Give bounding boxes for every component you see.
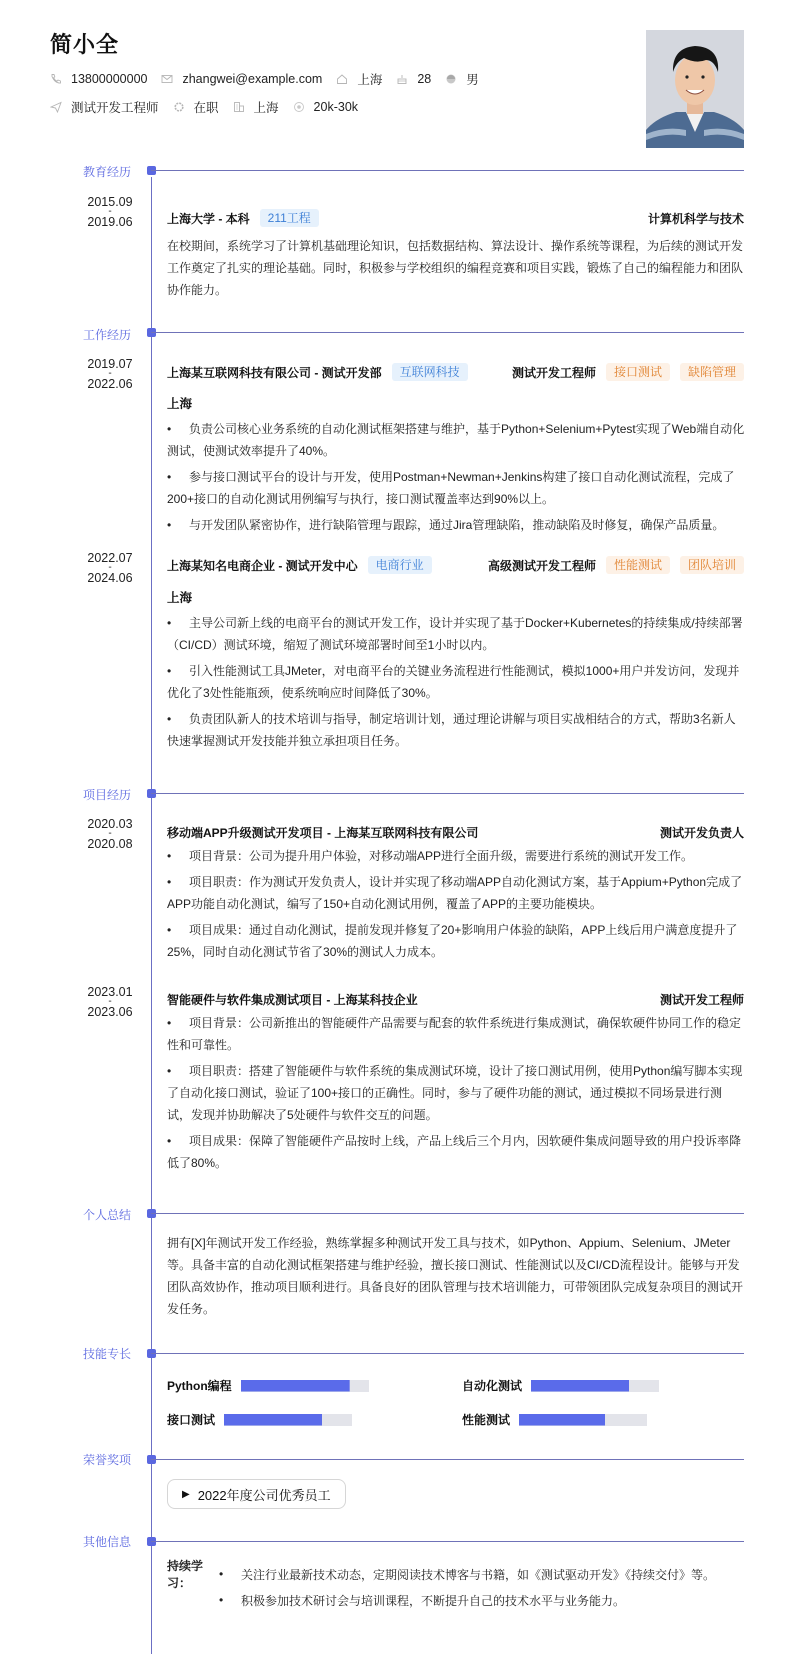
- section-title-work: 工作经历: [83, 328, 132, 342]
- candidate-name: 简小全: [50, 32, 120, 57]
- skill-bar: [241, 1380, 369, 1392]
- section-divider: [151, 1353, 744, 1354]
- work-date: 2022.07 - 2024.06: [87, 551, 133, 585]
- project-header: [167, 822, 744, 842]
- email-item: zhangwei@example.com: [161, 72, 322, 86]
- list-item: • 项目职责：作为测试开发负责人，设计并实现了移动端APP自动化测试方案，基于Appium+Python完成了APP功能自动化测试，编写了150+自动化测试用例，覆盖了APP的主要功能模块。: [167, 875, 743, 911]
- project-header: [167, 989, 744, 1009]
- gender-item: 男: [445, 70, 479, 88]
- industry-tag: 互联网科技: [392, 363, 468, 381]
- work-city: 上海: [167, 591, 193, 605]
- work-header: [167, 362, 744, 382]
- section-title-awards: 荣誉奖项: [83, 1453, 132, 1467]
- list-item: • 负责公司核心业务系统的自动化测试框架搭建与维护，基于Python+Selenium+Pytest实现了Web端自动化测试，使测试效率提升了40%。: [167, 422, 745, 458]
- age-item: 28: [396, 72, 431, 86]
- project-role: 测试开发负责人: [659, 825, 744, 840]
- contact-row: [50, 70, 493, 88]
- list-item: • 项目成果：通过自动化测试，提前发现并修复了20+影响用户体验的缺陷，APP上线后用户满意度提升了25%，同时自动化测试节省了30%的测试人力成本。: [167, 923, 738, 959]
- project-bullets: [167, 1012, 745, 1178]
- status-item: 在职: [173, 98, 219, 116]
- section-title-other: 其他信息: [83, 1535, 132, 1549]
- skill-python: Python编程: [167, 1377, 369, 1394]
- project-title: 智能硬件与软件集成测试项目 - 上海某科技企业: [167, 992, 418, 1007]
- project-date: 2020.03 - 2020.08: [87, 817, 133, 851]
- skill-tag: 团队培训: [680, 556, 744, 574]
- skill-tag: 性能测试: [606, 556, 670, 574]
- location-item: 上海: [336, 70, 382, 88]
- company-name: 上海某知名电商企业 - 测试开发中心: [167, 558, 358, 573]
- education-header: [167, 208, 744, 228]
- list-item: • 引入性能测试工具JMeter，对电商平台的关键业务流程进行性能测试，模拟1000+用户并发访问，发现并优化了3处性能瓶颈，使系统响应时间降低了30%。: [167, 664, 740, 700]
- list-item: • 项目背景：公司新推出的智能硬件产品需要与配套的软件系统进行集成测试，确保软硬件协同工作的稳定性和可靠性。: [167, 1016, 742, 1052]
- company-name: 上海某互联网科技有限公司 - 测试开发部: [167, 365, 382, 380]
- section-title-projects: 项目经历: [83, 788, 132, 802]
- job-intent-row: [50, 98, 372, 116]
- salary-icon: [293, 101, 305, 113]
- list-item: • 参与接口测试平台的设计与开发，使用Postman+Newman+Jenkins构建了接口自动化测试流程，完成了200+接口的自动化测试用例编写与执行，接口测试覆盖率达到90%以上。: [167, 470, 735, 506]
- skill-bar: [519, 1414, 647, 1426]
- avatar: [646, 30, 744, 148]
- age-icon: [396, 73, 408, 85]
- triangle-icon: ▶: [182, 1488, 190, 1500]
- phone-icon: [50, 73, 62, 85]
- project-title: 移动端APP升级测试开发项目 - 上海某互联网科技有限公司: [167, 825, 479, 840]
- skill-tag: 缺陷管理: [680, 363, 744, 381]
- skill-performance: 性能测试: [462, 1411, 647, 1428]
- list-item: • 负责团队新人的技术培训与指导，制定培训计划，通过理论讲解与项目实战相结合的方式，帮助3名新人快速掌握测试开发技能并独立承担项目任务。: [167, 712, 736, 748]
- list-item: • 项目职责：搭建了智能硬件与软件系统的集成测试环境，设计了接口测试用例，使用Python编写脚本实现了自动化接口测试，验证了100+接口的正确性。同时，参与了硬件功能的测试，通过模拟不同场景进行测试，发现并协助解决了5处硬件与软件交互的问题。: [167, 1064, 743, 1122]
- section-title-summary: 个人总结: [83, 1208, 132, 1222]
- gender-icon: [445, 73, 457, 85]
- section-title-skills: 技能专长: [83, 1347, 132, 1361]
- section-title-education: 教育经历: [83, 165, 132, 179]
- education-date: 2015.09 - 2019.06: [87, 195, 133, 229]
- work-header: [167, 555, 744, 575]
- skill-api-testing: 接口测试: [167, 1411, 352, 1428]
- industry-tag: 电商行业: [368, 556, 432, 574]
- section-divider: [151, 1541, 744, 1542]
- other-info: [167, 1561, 715, 1613]
- list-item: • 项目成果：保障了智能硬件产品按时上线，产品上线后三个月内，因软硬件集成问题导致的用户投诉率降低了80%。: [167, 1134, 742, 1170]
- section-divider: [151, 332, 744, 333]
- job-role: 高级测试开发工程师: [487, 558, 596, 573]
- position-item: 测试开发工程师: [50, 98, 159, 116]
- list-item: 持续学习： • 关注行业最新技术动态，定期阅读技术博客与书籍，如《测试驱动开发》《持续交付》等。: [167, 1559, 716, 1590]
- project-date: 2023.01 - 2023.06: [87, 985, 133, 1019]
- building-icon: [233, 101, 245, 113]
- list-item: • 项目背景：公司为提升用户体验，对移动端APP进行全面升级，需要进行系统的测试开发工作。: [167, 849, 694, 863]
- work-bullets: [167, 612, 745, 756]
- section-divider: [151, 1459, 744, 1460]
- skill-tag: 接口测试: [606, 363, 670, 381]
- status-icon: [173, 101, 185, 113]
- section-divider: [151, 170, 744, 171]
- project-bullets: [167, 845, 745, 967]
- job-role: 测试开发工程师: [511, 365, 596, 380]
- send-icon: [50, 101, 62, 113]
- major: 计算机科学与技术: [647, 211, 744, 226]
- mail-icon: [161, 73, 173, 85]
- skill-bar: [224, 1414, 352, 1426]
- home-icon: [336, 73, 348, 85]
- timeline-line: [151, 177, 152, 1654]
- work-bullets: [167, 418, 745, 540]
- salary-item: 20k-30k: [293, 100, 358, 114]
- phone-item: 13800000000: [50, 72, 147, 86]
- list-item: • 与开发团队紧密协作，进行缺陷管理与跟踪，通过Jira管理缺陷，推动缺陷及时修复，确保产品质量。: [167, 518, 725, 532]
- summary-text: 拥有[X]年测试开发工作经验，熟练掌握多种测试开发工具与技术，如Python、Appium、Selenium、JMeter等。具备丰富的自动化测试框架搭建与维护经验，擅长接口测试、性能测试以及CI/CD流程设计。能够与开发团队高效协作，推动项目顺利进行。具备良好的团队管理与技术培训能力，可带领团队完成复杂项目的测试开发任务。: [167, 1236, 744, 1316]
- project-role: 测试开发工程师: [659, 992, 744, 1007]
- work-date: 2019.07 - 2022.06: [87, 357, 133, 391]
- skill-bar: [531, 1380, 659, 1392]
- school-tag: 211工程: [260, 209, 319, 227]
- award-item: ▶ 2022年度公司优秀员工: [167, 1479, 346, 1509]
- work-city: 上海: [167, 397, 193, 411]
- section-divider: [151, 1213, 744, 1214]
- list-item: • 主导公司新上线的电商平台的测试开发工作，设计并实现了基于Docker+Kubernetes的持续集成/持续部署（CI/CD）测试环境，缩短了测试环境部署时间至1小时以内。: [167, 616, 743, 652]
- education-description: 在校期间，系统学习了计算机基础理论知识，包括数据结构、算法设计、操作系统等课程，为后续的测试开发工作奠定了扎实的理论基础。同时，积极参与学校组织的编程竞赛和项目实践，锻炼了自己的编程能力和团队协作能力。: [167, 239, 744, 297]
- city-item: 上海: [233, 98, 279, 116]
- school-name: 上海大学 - 本科: [167, 211, 250, 226]
- list-item: • 积极参加技术研讨会与培训课程，不断提升自己的技术水平与业务能力。: [219, 1593, 626, 1608]
- skill-automation: 自动化测试: [462, 1377, 659, 1394]
- section-divider: [151, 793, 744, 794]
